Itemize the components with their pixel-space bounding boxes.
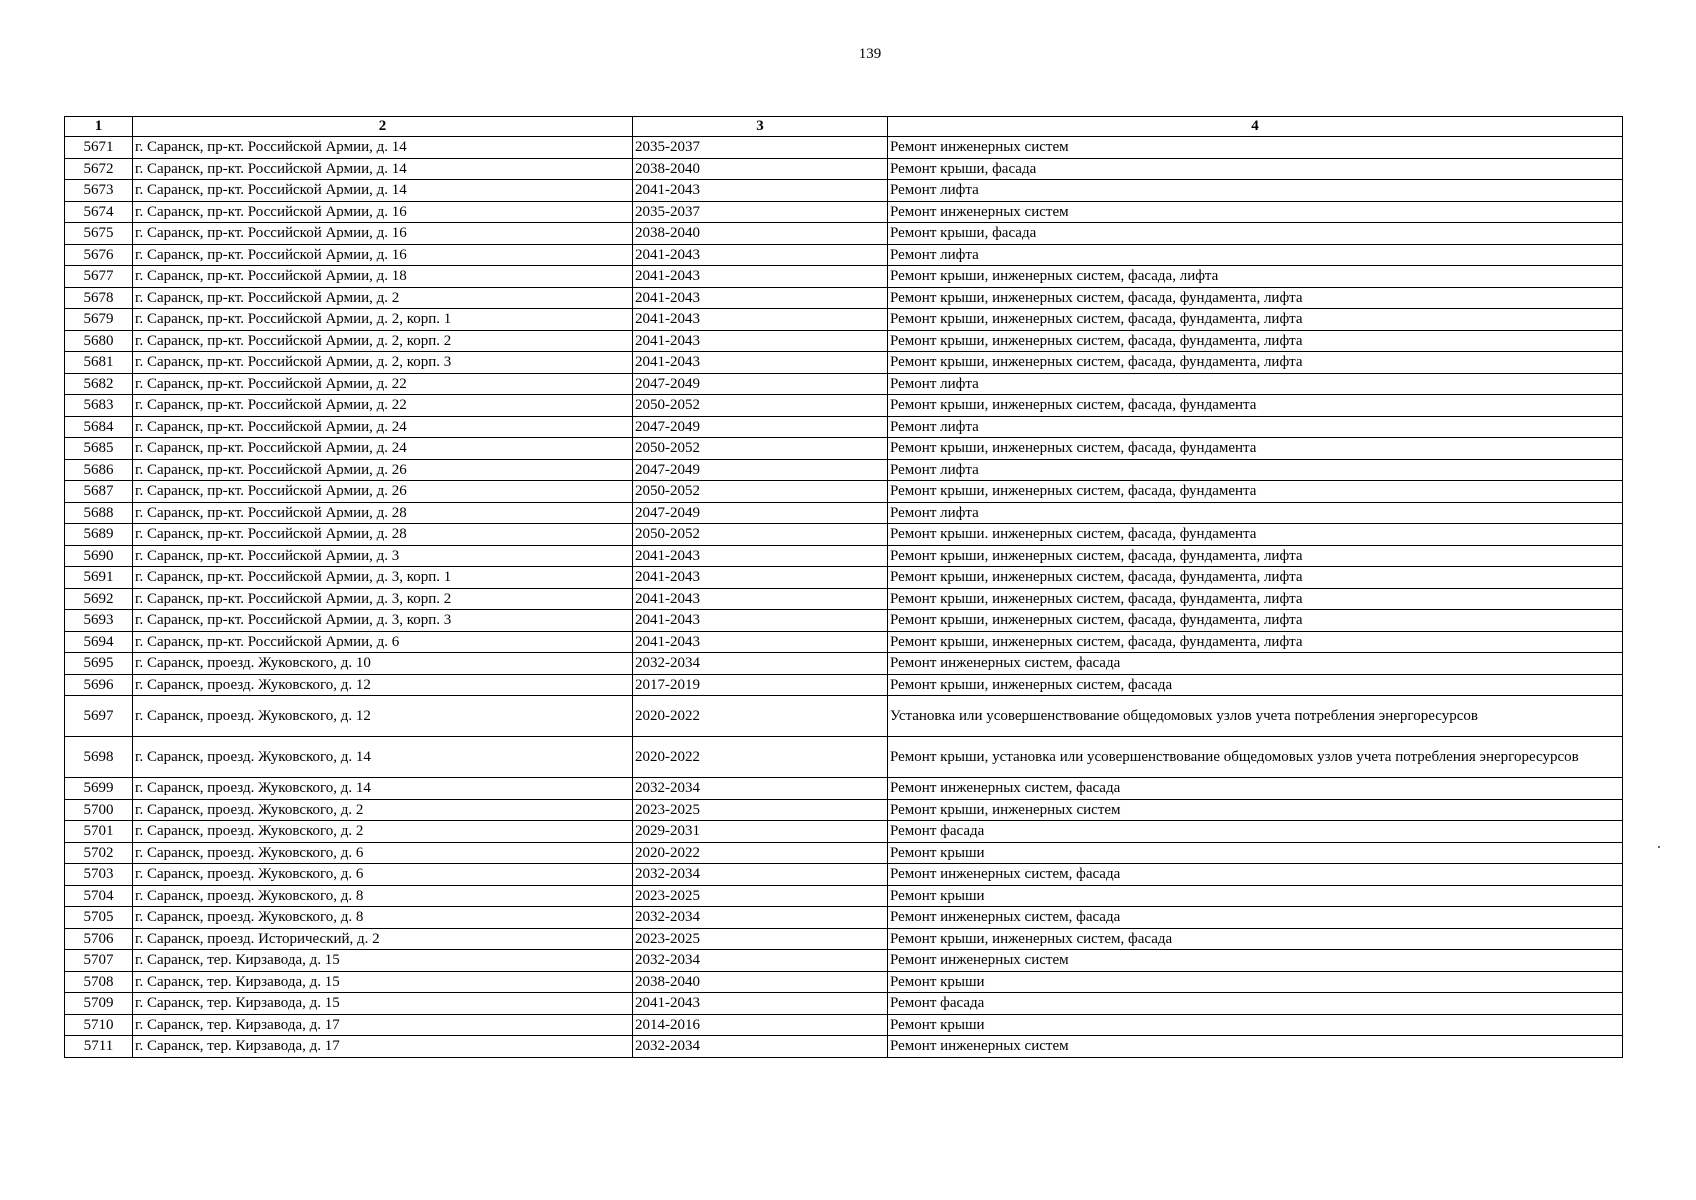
table-row xyxy=(65,524,1623,546)
address-cell: г. Саранск, пр-кт. Российской Армии, д. 16 xyxy=(133,223,633,245)
row-number-cell: 5681 xyxy=(65,352,133,374)
period-cell: 2041-2043 xyxy=(633,631,888,653)
address-cell: г. Саранск, проезд. Жуковского, д. 8 xyxy=(133,885,633,907)
column-header-2: 2 xyxy=(133,117,633,137)
period-cell: 2014-2016 xyxy=(633,1014,888,1036)
row-number-cell: 5678 xyxy=(65,287,133,309)
row-number-cell: 5671 xyxy=(65,137,133,159)
address-cell: г. Саранск, пр-кт. Российской Армии, д. 18 xyxy=(133,266,633,288)
table-row xyxy=(65,352,1623,374)
table-row xyxy=(65,950,1623,972)
address-cell: г. Саранск, пр-кт. Российской Армии, д. 14 xyxy=(133,158,633,180)
period-cell: 2041-2043 xyxy=(633,287,888,309)
address-cell: г. Саранск, проезд. Жуковского, д. 14 xyxy=(133,778,633,800)
scan-mark xyxy=(1658,846,1660,848)
address-cell: г. Саранск, пр-кт. Российской Армии, д. 6 xyxy=(133,631,633,653)
table-row xyxy=(65,971,1623,993)
works-cell: Ремонт крыши, инженерных систем, фасада, фундамента, лифта xyxy=(888,610,1623,632)
works-cell: Ремонт крыши, установка или усовершенствование общедомовых узлов учета потребления энергоресурсов xyxy=(888,737,1623,778)
address-cell: г. Саранск, пр-кт. Российской Армии, д. 22 xyxy=(133,373,633,395)
address-cell: г. Саранск, тер. Кирзавода, д. 15 xyxy=(133,971,633,993)
works-cell: Ремонт крыши, инженерных систем, фасада, фундамента, лифта xyxy=(888,287,1623,309)
address-cell: г. Саранск, тер. Кирзавода, д. 15 xyxy=(133,950,633,972)
table-row xyxy=(65,610,1623,632)
row-number-cell: 5698 xyxy=(65,737,133,778)
row-number-cell: 5672 xyxy=(65,158,133,180)
row-number-cell: 5683 xyxy=(65,395,133,417)
row-number-cell: 5690 xyxy=(65,545,133,567)
row-number-cell: 5673 xyxy=(65,180,133,202)
works-cell: Ремонт крыши, инженерных систем, фасада, фундамента, лифта xyxy=(888,567,1623,589)
works-cell: Ремонт фасада xyxy=(888,993,1623,1015)
address-cell: г. Саранск, пр-кт. Российской Армии, д. 22 xyxy=(133,395,633,417)
address-cell: г. Саранск, пр-кт. Российской Армии, д. 28 xyxy=(133,502,633,524)
period-cell: 2023-2025 xyxy=(633,885,888,907)
table-row xyxy=(65,864,1623,886)
row-number-cell: 5685 xyxy=(65,438,133,460)
period-cell: 2029-2031 xyxy=(633,821,888,843)
table-row xyxy=(65,416,1623,438)
period-cell: 2047-2049 xyxy=(633,373,888,395)
row-number-cell: 5692 xyxy=(65,588,133,610)
works-cell: Ремонт инженерных систем xyxy=(888,1036,1623,1058)
period-cell: 2038-2040 xyxy=(633,971,888,993)
period-cell: 2020-2022 xyxy=(633,737,888,778)
table-row xyxy=(65,481,1623,503)
works-cell: Ремонт фасада xyxy=(888,821,1623,843)
table-body xyxy=(65,137,1623,1058)
table-row xyxy=(65,287,1623,309)
row-number-cell: 5697 xyxy=(65,696,133,737)
period-cell: 2041-2043 xyxy=(633,610,888,632)
period-cell: 2041-2043 xyxy=(633,993,888,1015)
address-cell: г. Саранск, пр-кт. Российской Армии, д. 2, корп. 1 xyxy=(133,309,633,331)
works-cell: Ремонт крыши, фасада xyxy=(888,223,1623,245)
period-cell: 2032-2034 xyxy=(633,653,888,675)
address-cell: г. Саранск, пр-кт. Российской Армии, д. 14 xyxy=(133,180,633,202)
period-cell: 2047-2049 xyxy=(633,416,888,438)
address-cell: г. Саранск, пр-кт. Российской Армии, д. 24 xyxy=(133,416,633,438)
table-row xyxy=(65,885,1623,907)
address-cell: г. Саранск, проезд. Жуковского, д. 8 xyxy=(133,907,633,929)
table-row xyxy=(65,395,1623,417)
table-row xyxy=(65,821,1623,843)
address-cell: г. Саранск, пр-кт. Российской Армии, д. 3, корп. 2 xyxy=(133,588,633,610)
period-cell: 2032-2034 xyxy=(633,778,888,800)
table-row xyxy=(65,180,1623,202)
address-cell: г. Саранск, пр-кт. Российской Армии, д. 28 xyxy=(133,524,633,546)
table-row xyxy=(65,588,1623,610)
address-cell: г. Саранск, проезд. Жуковского, д. 2 xyxy=(133,821,633,843)
row-number-cell: 5689 xyxy=(65,524,133,546)
address-cell: г. Саранск, пр-кт. Российской Армии, д. 2 xyxy=(133,287,633,309)
row-number-cell: 5696 xyxy=(65,674,133,696)
period-cell: 2023-2025 xyxy=(633,928,888,950)
works-cell: Ремонт крыши xyxy=(888,842,1623,864)
address-cell: г. Саранск, пр-кт. Российской Армии, д. 16 xyxy=(133,244,633,266)
period-cell: 2041-2043 xyxy=(633,244,888,266)
period-cell: 2050-2052 xyxy=(633,438,888,460)
works-cell: Ремонт крыши xyxy=(888,1014,1623,1036)
table-row xyxy=(65,778,1623,800)
works-cell: Ремонт инженерных систем xyxy=(888,201,1623,223)
works-cell: Ремонт крыши xyxy=(888,885,1623,907)
period-cell: 2041-2043 xyxy=(633,266,888,288)
table-row xyxy=(65,1014,1623,1036)
period-cell: 2035-2037 xyxy=(633,137,888,159)
row-number-cell: 5704 xyxy=(65,885,133,907)
row-number-cell: 5676 xyxy=(65,244,133,266)
period-cell: 2023-2025 xyxy=(633,799,888,821)
period-cell: 2032-2034 xyxy=(633,1036,888,1058)
works-cell: Ремонт крыши, инженерных систем, фасада, фундамента, лифта xyxy=(888,309,1623,331)
period-cell: 2050-2052 xyxy=(633,481,888,503)
address-cell: г. Саранск, тер. Кирзавода, д. 15 xyxy=(133,993,633,1015)
works-cell: Ремонт крыши, инженерных систем, фасада, фундамента, лифта xyxy=(888,352,1623,374)
address-cell: г. Саранск, пр-кт. Российской Армии, д. 3, корп. 3 xyxy=(133,610,633,632)
address-cell: г. Саранск, проезд. Исторический, д. 2 xyxy=(133,928,633,950)
row-number-cell: 5710 xyxy=(65,1014,133,1036)
period-cell: 2041-2043 xyxy=(633,352,888,374)
period-cell: 2041-2043 xyxy=(633,588,888,610)
row-number-cell: 5675 xyxy=(65,223,133,245)
period-cell: 2041-2043 xyxy=(633,567,888,589)
works-cell: Ремонт крыши, инженерных систем, фасада xyxy=(888,674,1623,696)
period-cell: 2032-2034 xyxy=(633,950,888,972)
period-cell: 2020-2022 xyxy=(633,696,888,737)
row-number-cell: 5695 xyxy=(65,653,133,675)
table-row xyxy=(65,1036,1623,1058)
period-cell: 2038-2040 xyxy=(633,223,888,245)
address-cell: г. Саранск, проезд. Жуковского, д. 10 xyxy=(133,653,633,675)
row-number-cell: 5693 xyxy=(65,610,133,632)
address-cell: г. Саранск, пр-кт. Российской Армии, д. 26 xyxy=(133,481,633,503)
works-cell: Ремонт крыши, инженерных систем, фасада, фундамента, лифта xyxy=(888,330,1623,352)
row-number-cell: 5709 xyxy=(65,993,133,1015)
period-cell: 2041-2043 xyxy=(633,180,888,202)
table-row xyxy=(65,653,1623,675)
address-cell: г. Саранск, пр-кт. Российской Армии, д. 24 xyxy=(133,438,633,460)
works-cell: Ремонт лифта xyxy=(888,416,1623,438)
period-cell: 2017-2019 xyxy=(633,674,888,696)
works-cell: Ремонт лифта xyxy=(888,373,1623,395)
row-number-cell: 5707 xyxy=(65,950,133,972)
period-cell: 2035-2037 xyxy=(633,201,888,223)
row-number-cell: 5677 xyxy=(65,266,133,288)
table-row xyxy=(65,459,1623,481)
row-number-cell: 5711 xyxy=(65,1036,133,1058)
table-header-row xyxy=(65,117,1623,137)
address-cell: г. Саранск, пр-кт. Российской Армии, д. 3 xyxy=(133,545,633,567)
row-number-cell: 5700 xyxy=(65,799,133,821)
works-cell: Ремонт лифта xyxy=(888,459,1623,481)
address-cell: г. Саранск, пр-кт. Российской Армии, д. 2, корп. 2 xyxy=(133,330,633,352)
table-row xyxy=(65,373,1623,395)
capital-repair-table xyxy=(64,116,1623,1058)
period-cell: 2041-2043 xyxy=(633,309,888,331)
works-cell: Ремонт инженерных систем, фасада xyxy=(888,778,1623,800)
period-cell: 2041-2043 xyxy=(633,330,888,352)
row-number-cell: 5688 xyxy=(65,502,133,524)
row-number-cell: 5684 xyxy=(65,416,133,438)
table-row xyxy=(65,330,1623,352)
works-cell: Ремонт крыши, инженерных систем, фасада, лифта xyxy=(888,266,1623,288)
works-cell: Ремонт крыши, инженерных систем, фасада, фундамента, лифта xyxy=(888,545,1623,567)
works-cell: Установка или усовершенствование общедомовых узлов учета потребления энергоресурсов xyxy=(888,696,1623,737)
works-cell: Ремонт крыши, инженерных систем, фасада, фундамента xyxy=(888,438,1623,460)
works-cell: Ремонт инженерных систем xyxy=(888,137,1623,159)
row-number-cell: 5694 xyxy=(65,631,133,653)
table-row xyxy=(65,158,1623,180)
works-cell: Ремонт крыши, фасада xyxy=(888,158,1623,180)
row-number-cell: 5680 xyxy=(65,330,133,352)
table-row xyxy=(65,137,1623,159)
row-number-cell: 5674 xyxy=(65,201,133,223)
row-number-cell: 5702 xyxy=(65,842,133,864)
row-number-cell: 5682 xyxy=(65,373,133,395)
works-cell: Ремонт инженерных систем, фасада xyxy=(888,907,1623,929)
works-cell: Ремонт крыши, инженерных систем, фасада, фундамента xyxy=(888,395,1623,417)
works-cell: Ремонт инженерных систем xyxy=(888,950,1623,972)
works-cell: Ремонт крыши, инженерных систем xyxy=(888,799,1623,821)
address-cell: г. Саранск, пр-кт. Российской Армии, д. 14 xyxy=(133,137,633,159)
address-cell: г. Саранск, проезд. Жуковского, д. 12 xyxy=(133,674,633,696)
address-cell: г. Саранск, пр-кт. Российской Армии, д. 3, корп. 1 xyxy=(133,567,633,589)
address-cell: г. Саранск, проезд. Жуковского, д. 2 xyxy=(133,799,633,821)
row-number-cell: 5691 xyxy=(65,567,133,589)
works-cell: Ремонт лифта xyxy=(888,244,1623,266)
table-row xyxy=(65,223,1623,245)
table-row xyxy=(65,309,1623,331)
table-row xyxy=(65,266,1623,288)
address-cell: г. Саранск, тер. Кирзавода, д. 17 xyxy=(133,1014,633,1036)
table-row xyxy=(65,737,1623,778)
address-cell: г. Саранск, проезд. Жуковского, д. 12 xyxy=(133,696,633,737)
row-number-cell: 5706 xyxy=(65,928,133,950)
works-cell: Ремонт лифта xyxy=(888,180,1623,202)
works-cell: Ремонт крыши, инженерных систем, фасада xyxy=(888,928,1623,950)
period-cell: 2047-2049 xyxy=(633,459,888,481)
table-row xyxy=(65,799,1623,821)
row-number-cell: 5687 xyxy=(65,481,133,503)
table-row xyxy=(65,567,1623,589)
works-cell: Ремонт инженерных систем, фасада xyxy=(888,864,1623,886)
address-cell: г. Саранск, пр-кт. Российской Армии, д. 26 xyxy=(133,459,633,481)
period-cell: 2050-2052 xyxy=(633,395,888,417)
address-cell: г. Саранск, пр-кт. Российской Армии, д. 16 xyxy=(133,201,633,223)
works-cell: Ремонт крыши, инженерных систем, фасада, фундамента, лифта xyxy=(888,588,1623,610)
works-cell: Ремонт крыши. инженерных систем, фасада, фундамента xyxy=(888,524,1623,546)
column-header-3: 3 xyxy=(633,117,888,137)
table-row xyxy=(65,993,1623,1015)
row-number-cell: 5701 xyxy=(65,821,133,843)
row-number-cell: 5705 xyxy=(65,907,133,929)
table-row xyxy=(65,928,1623,950)
works-cell: Ремонт крыши, инженерных систем, фасада, фундамента xyxy=(888,481,1623,503)
table-row xyxy=(65,438,1623,460)
table-row xyxy=(65,201,1623,223)
table-row xyxy=(65,674,1623,696)
page-number: 139 xyxy=(858,46,882,62)
row-number-cell: 5679 xyxy=(65,309,133,331)
table-row xyxy=(65,244,1623,266)
works-cell: Ремонт лифта xyxy=(888,502,1623,524)
address-cell: г. Саранск, проезд. Жуковского, д. 6 xyxy=(133,842,633,864)
period-cell: 2050-2052 xyxy=(633,524,888,546)
column-header-4: 4 xyxy=(888,117,1623,137)
row-number-cell: 5699 xyxy=(65,778,133,800)
table-row xyxy=(65,842,1623,864)
address-cell: г. Саранск, пр-кт. Российской Армии, д. 2, корп. 3 xyxy=(133,352,633,374)
works-cell: Ремонт инженерных систем, фасада xyxy=(888,653,1623,675)
row-number-cell: 5686 xyxy=(65,459,133,481)
works-cell: Ремонт крыши xyxy=(888,971,1623,993)
table-row xyxy=(65,502,1623,524)
row-number-cell: 5708 xyxy=(65,971,133,993)
period-cell: 2020-2022 xyxy=(633,842,888,864)
period-cell: 2041-2043 xyxy=(633,545,888,567)
address-cell: г. Саранск, проезд. Жуковского, д. 14 xyxy=(133,737,633,778)
address-cell: г. Саранск, проезд. Жуковского, д. 6 xyxy=(133,864,633,886)
table-row xyxy=(65,696,1623,737)
period-cell: 2047-2049 xyxy=(633,502,888,524)
period-cell: 2032-2034 xyxy=(633,907,888,929)
table-row xyxy=(65,631,1623,653)
period-cell: 2032-2034 xyxy=(633,864,888,886)
address-cell: г. Саранск, тер. Кирзавода, д. 17 xyxy=(133,1036,633,1058)
row-number-cell: 5703 xyxy=(65,864,133,886)
table-row xyxy=(65,545,1623,567)
table-row xyxy=(65,907,1623,929)
column-header-1: 1 xyxy=(65,117,133,137)
period-cell: 2038-2040 xyxy=(633,158,888,180)
works-cell: Ремонт крыши, инженерных систем, фасада, фундамента, лифта xyxy=(888,631,1623,653)
